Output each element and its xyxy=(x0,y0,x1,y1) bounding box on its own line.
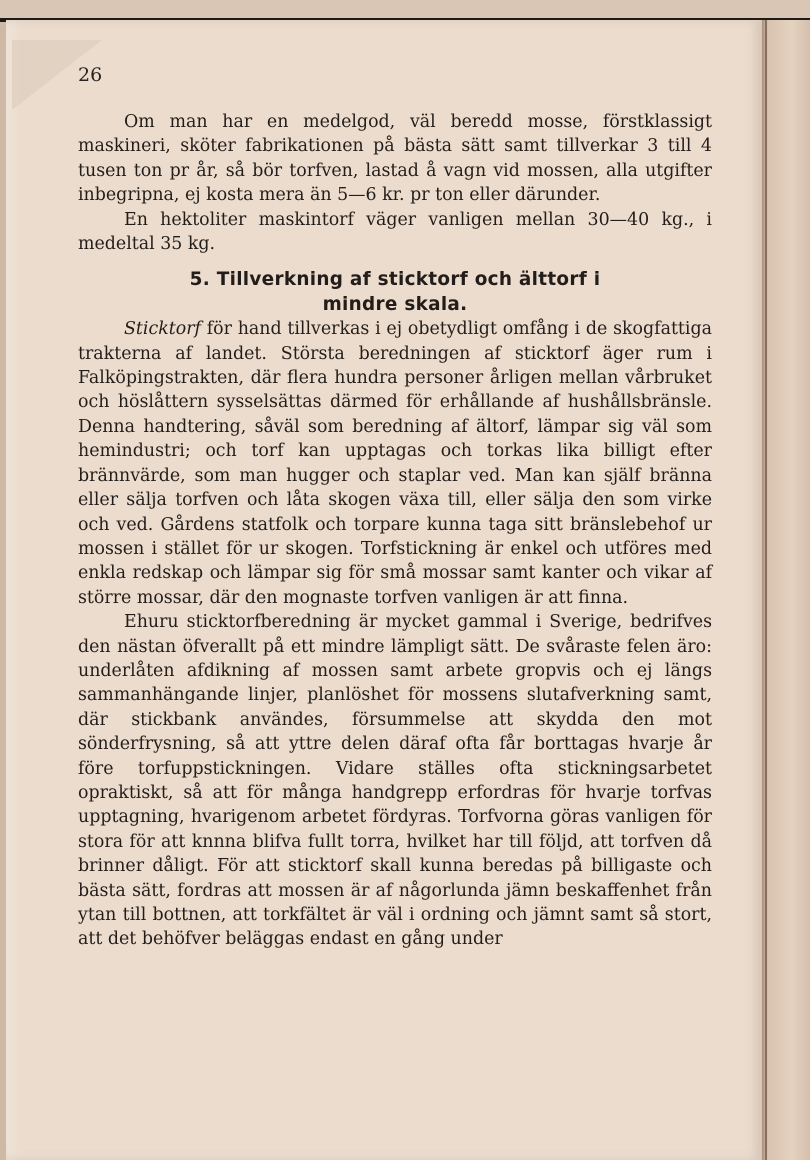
section-heading-line-1: 5. Tillverkning af sticktorf och älttorf i xyxy=(189,269,601,291)
paragraph-2: En hektoliter maskintorf väger vanligen mellan 30—40 kg., i medeltal 35 kg. xyxy=(78,209,712,255)
paragraph-3 xyxy=(78,317,712,610)
page-body xyxy=(78,110,712,952)
paragraph-3-rest: för hand tillverkas i ej obetydligt omfång i de skogfattiga trakterna af landet. Största beredningen af sticktorf äger rum i Falköpingstrakten, där flera hundra personer årligen mellan vårbruket och höslåttern sysselsättas därmed för erhållande af hushållsbränsle. Denna handtering, såväl som beredning af ältorf, lämpar sig väl som hemindustri; och torf kan upptagas och torkas lika billigt efter brännvärde, som man hugger och staplar ved. Man kan själf bränna eller sälja torfven och låta skogen växa till, eller sälja den som virke och ved. Gårdens statfolk och torpare kunna taga sitt bränslebehof ur mossen i stället för ur skogen. Torfstickning är enkel och utföres med enkla redskap och lämpar sig för små mossar samt kanter och vikar af större mossar, där den mognaste torfven vanligen är att finna. xyxy=(78,319,712,608)
section-heading xyxy=(78,268,712,317)
top-page-edge xyxy=(0,0,810,22)
paragraph-4: Ehuru sticktorfberedning är mycket gammal i Sverige, bedrifves den nästan öfverallt på ett mindre lämpligt sätt. De svåraste felen äro: underlåten afdikning af mossen samt arbete gropvis och ej längs sammanhängande linjer, planlöshet för mossens slutafverkning samt, där stickbank användes, försummelse att skydda den mot sönderfrysning, så att yttre delen däraf ofta får borttagas hvarje år före torfuppstickningen. Vidare ställes ofta stickningsarbetet opraktiskt, så att för många handgrepp erfordras för hvarje torfvas upptagning, hvarigenom arbetet fördyras. Torfvorna göras vanligen för stora för att knnna blifva fullt torra, hvilket har till följd, att torfven då brinner dåligt. För att sticktorf skall kunna beredas på billigaste och bästa sätt, fordras att mossen är af någorlunda jämn beskaffenhet från ytan till bottnen, att torkfältet är väl i ordning och jämnt samt så stort, att det behöfver beläggas endast en gång under xyxy=(78,612,712,950)
paragraph-1: Om man har en medelgod, väl beredd mosse, förstklassigt maskineri, sköter fabrikationen på bästa sätt samt tillverkar 3 till 4 tusen ton pr år, så bör torfven, lastad å vagn vid mossen, alla utgifter inbegripna, ej kosta mera än 5—6 kr. pr ton eller därunder. xyxy=(78,112,712,206)
right-page-edge xyxy=(762,20,810,1160)
paragraph-3-lead: Sticktorf xyxy=(124,319,201,340)
section-heading-line-2: mindre skala. xyxy=(322,293,468,315)
page-gutter-line xyxy=(765,20,767,1160)
page-number: 26 xyxy=(78,64,103,86)
